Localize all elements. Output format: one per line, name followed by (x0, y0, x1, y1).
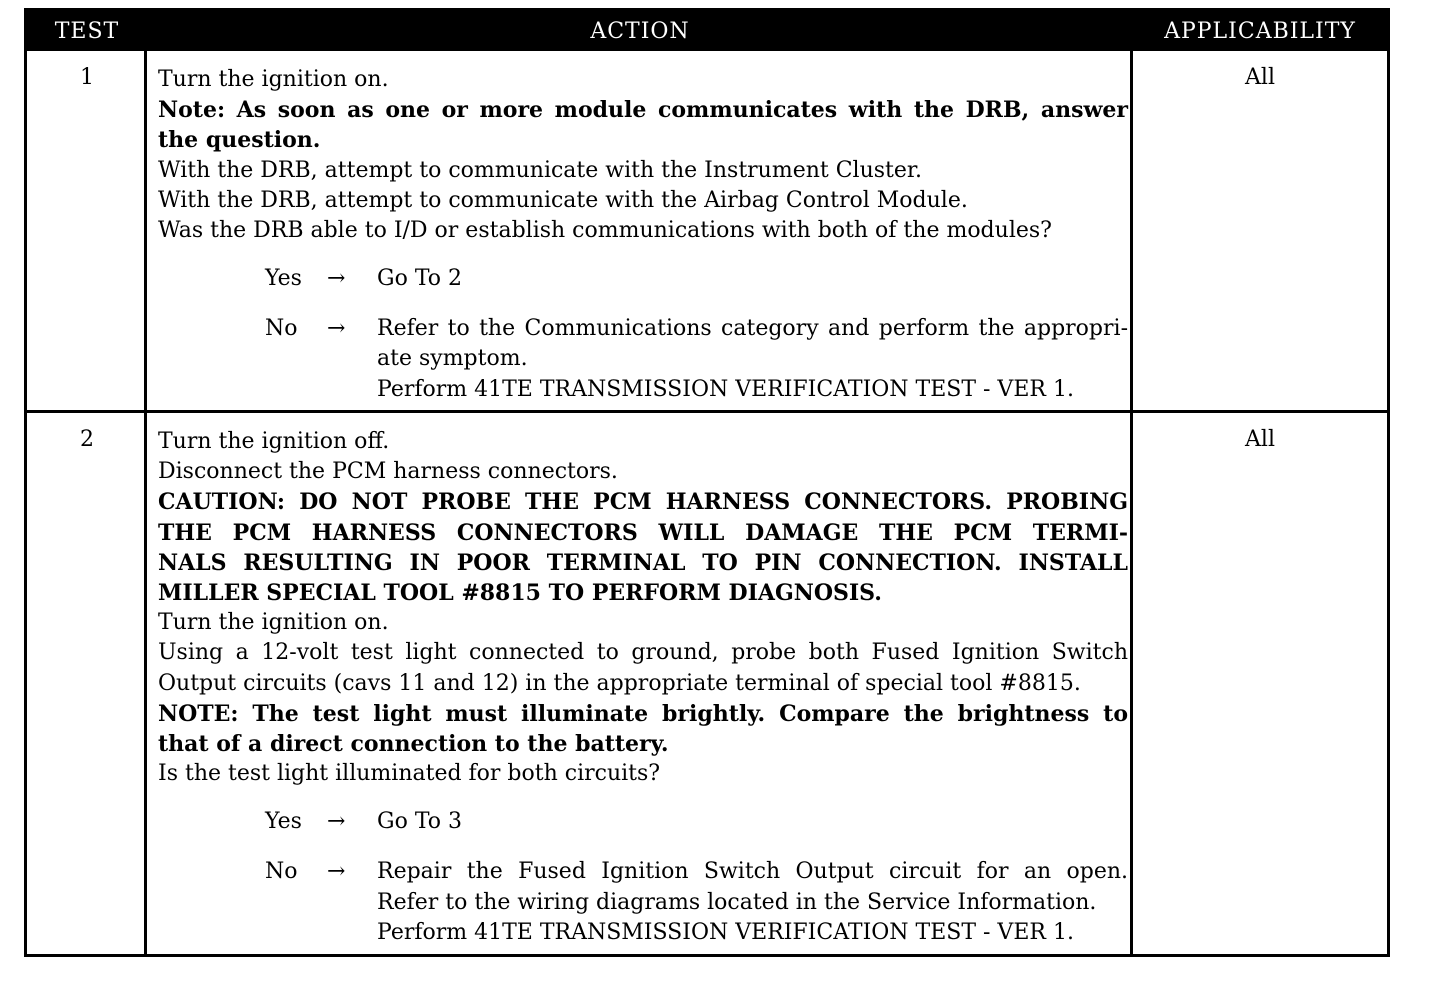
diagnostic-table (24, 8, 1390, 957)
arrow-right-icon: → (327, 316, 346, 342)
response-yes (158, 807, 1128, 837)
response-label: No (265, 859, 298, 885)
applicability-value: All (1245, 427, 1275, 452)
response-text: Repair the Fused Ignition Switch Output circuit for an open. (377, 859, 1128, 885)
response-no (158, 857, 1128, 947)
action-caution: NALS RESULTING IN POOR TERMINAL TO PIN CONNECTION. INSTALL (158, 549, 1128, 576)
response-text: Go To 2 (377, 266, 463, 292)
action-note: NOTE: The test light must illuminate brightly. Compare the brightness to (158, 700, 1128, 727)
action-caution: MILLER SPECIAL TOOL #8815 TO PERFORM DIAGNOSIS. (158, 580, 882, 607)
action-line: Turn the ignition off. (158, 429, 390, 454)
action-note: Note: As soon as one or more module communicates with the DRB, answer (158, 97, 1128, 124)
arrow-right-icon: → (327, 809, 346, 835)
table-row (27, 51, 1387, 410)
response-yes (158, 264, 1128, 294)
action-line: Turn the ignition on. (158, 610, 389, 636)
action-line: Disconnect the PCM harness connectors. (158, 459, 618, 485)
response-text: Refer to the Communications category and perform the appropri- (377, 316, 1128, 342)
header-applicability: APPLICABILITY (1164, 19, 1356, 44)
header-action: ACTION (590, 19, 690, 44)
action-line: With the DRB, attempt to communicate with the Instrument Cluster. (158, 157, 923, 183)
table-row (27, 413, 1387, 954)
action-caution: CAUTION: DO NOT PROBE THE PCM HARNESS CONNECTORS. PROBING (158, 489, 1128, 516)
response-no (158, 314, 1128, 404)
test-number: 1 (80, 65, 94, 90)
response-text: Refer to the wiring diagrams located in the Service Information. (377, 889, 1097, 915)
response-text: Perform 41TE TRANSMISSION VERIFICATION TEST - VER 1. (377, 919, 1074, 945)
table-header (27, 11, 1387, 51)
action-question: Was the DRB able to I/D or establish communications with both of the modules? (158, 218, 1052, 244)
action-line: Using a 12-volt test light connected to ground, probe both Fused Ignition Switch (158, 640, 1128, 666)
test-number: 2 (80, 427, 94, 452)
action-line: Output circuits (cavs 11 and 12) in the appropriate terminal of special tool #8815. (158, 670, 1081, 696)
action-line: Turn the ignition on. (158, 67, 389, 92)
response-label: Yes (265, 266, 302, 292)
arrow-right-icon: → (327, 859, 346, 885)
header-test: TEST (54, 19, 120, 44)
action-cell (158, 65, 1128, 404)
action-caution: THE PCM HARNESS CONNECTORS WILL DAMAGE THE PCM TERMI- (158, 519, 1128, 546)
response-text: Go To 3 (377, 809, 463, 835)
action-note: the question. (158, 127, 321, 154)
arrow-right-icon: → (327, 266, 346, 292)
action-question: Is the test light illuminated for both circuits? (158, 761, 661, 787)
response-text: Perform 41TE TRANSMISSION VERIFICATION TEST - VER 1. (377, 376, 1074, 402)
response-label: No (265, 316, 298, 342)
response-label: Yes (265, 809, 302, 835)
action-line: With the DRB, attempt to communicate with the Airbag Control Module. (158, 187, 968, 213)
action-cell (158, 427, 1128, 947)
applicability-value: All (1245, 65, 1275, 90)
response-text: ate symptom. (377, 346, 528, 372)
action-note: that of a direct connection to the battery. (158, 731, 669, 758)
